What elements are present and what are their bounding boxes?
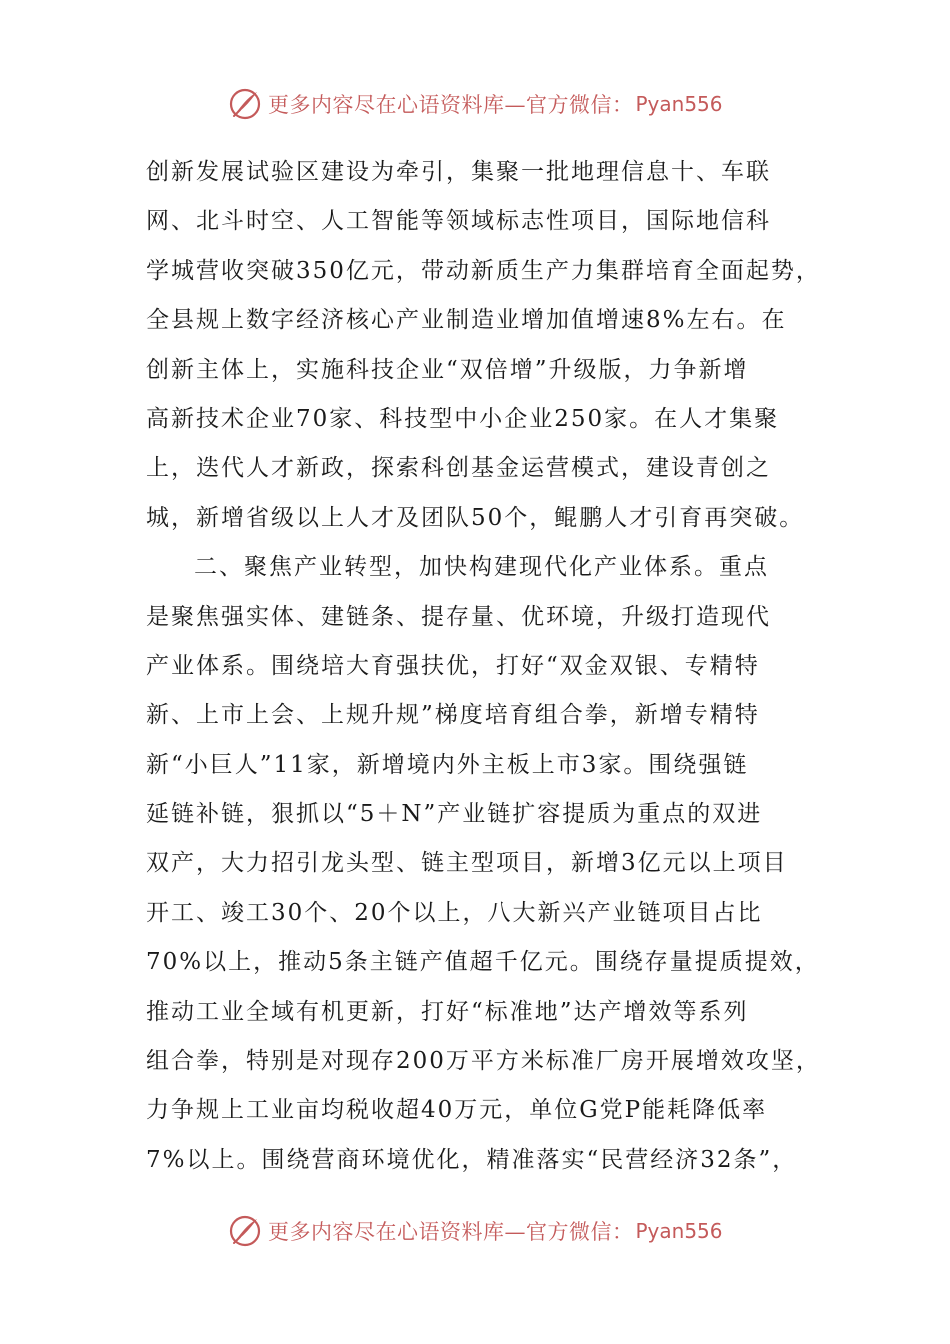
quill-pen-logo-icon bbox=[228, 87, 262, 121]
document-body bbox=[146, 148, 826, 1185]
text-line: 新“小巨人”11家，新增境内外主板上市3家。围绕强链 bbox=[146, 751, 749, 778]
text-line: 7%以上。围绕营商环境优化，精准落实“民营经济32条”， bbox=[146, 1146, 798, 1173]
text-line: 是聚焦强实体、建链条、提存量、优环境，升级打造现代 bbox=[146, 603, 771, 630]
watermark-header bbox=[228, 84, 723, 124]
watermark-handle: Pyan556 bbox=[635, 1219, 723, 1243]
text-line: 产业体系。围绕培大育强扶优，打好“双金双银、专精特 bbox=[146, 652, 760, 679]
quill-pen-logo-icon bbox=[228, 1214, 262, 1248]
text-line: 力争规上工业亩均税收超40万元，单位G党P能耗降低率 bbox=[146, 1097, 768, 1124]
watermark-footer bbox=[228, 1211, 723, 1251]
text-line: 创新发展试验区建设为牵引，集聚一批地理信息十、车联 bbox=[146, 159, 771, 185]
text-line: 全县规上数字经济核心产业制造业增加值增速8%左右。在 bbox=[146, 307, 787, 334]
text-line: 高新技术企业70家、科技型中小企业250家。在人才集聚 bbox=[146, 405, 780, 432]
text-line: 70%以上，推动5条主链产值超千亿元。围绕存量提质提效， bbox=[146, 949, 820, 976]
text-line: 新、上市上会、上规升规”梯度培育组合拳，新增专精特 bbox=[146, 702, 760, 729]
text-line: 网、北斗时空、人工智能等领域标志性项目，国际地信科 bbox=[146, 208, 771, 235]
section-heading-line: 二、聚焦产业转型，加快构建现代化产业体系。重点 bbox=[194, 554, 769, 581]
text-line: 上，迭代人才新政，探索科创基金运营模式，建设青创之 bbox=[146, 455, 771, 482]
text-line: 学城营收突破350亿元，带动新质生产力集群培育全面起势， bbox=[146, 257, 821, 284]
watermark-text: 更多内容尽在心语资料库—官方微信： bbox=[268, 1220, 634, 1244]
text-line: 组合拳，特别是对现存200万平方米标准厂房开展增效攻坚， bbox=[146, 1048, 821, 1075]
text-line: 城，新增省级以上人才及团队50个，鲲鹏人才引育再突破。 bbox=[146, 504, 805, 531]
watermark-text: 更多内容尽在心语资料库—官方微信： bbox=[268, 93, 634, 117]
text-line: 开工、竣工30个、20个以上，八大新兴产业链项目占比 bbox=[146, 899, 763, 926]
watermark-handle: Pyan556 bbox=[635, 92, 723, 116]
text-line: 双产，大力招引龙头型、链主型项目，新增3亿元以上项目 bbox=[146, 850, 788, 877]
text-line: 推动工业全域有机更新，打好“标准地”达产增效等系列 bbox=[146, 998, 749, 1025]
text-line: 延链补链，狠抓以“5＋N”产业链扩容提质为重点的双进 bbox=[146, 801, 763, 828]
text-line: 创新主体上，实施科技企业“双倍增”升级版，力争新增 bbox=[146, 356, 749, 383]
